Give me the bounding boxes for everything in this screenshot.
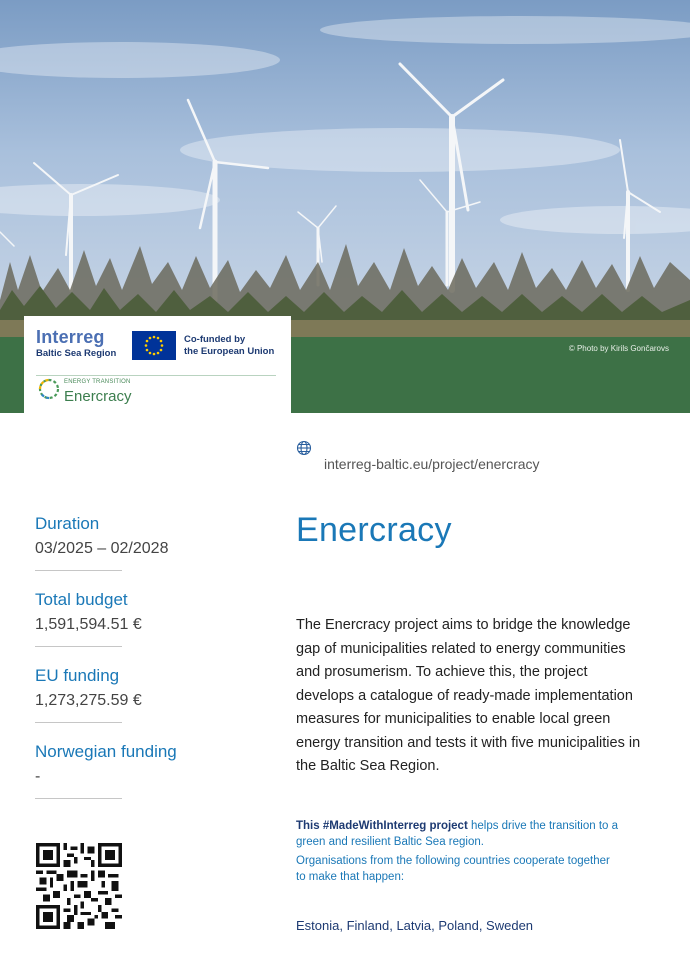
divider — [35, 798, 122, 799]
partner-countries: Estonia, Finland, Latvia, Poland, Sweden — [296, 918, 534, 933]
made-with-interreg-bold: This #MadeWithInterreg project — [296, 820, 468, 832]
made-with-interreg-statement — [296, 818, 636, 850]
duration-block — [35, 514, 235, 571]
norwegian-funding-block — [35, 742, 235, 799]
interreg-subtitle: Baltic Sea Region — [36, 348, 117, 359]
photo-credit: © Photo by Kirils Gončarovs — [568, 344, 669, 353]
norwegian-funding-value: - — [35, 768, 41, 785]
energy-transition-label: ENERGY TRANSITION — [64, 379, 131, 385]
budget-value: 1,591,594.51 € — [35, 616, 142, 633]
duration-label: Duration — [35, 514, 100, 533]
interreg-logo — [36, 328, 116, 359]
divider — [35, 646, 122, 647]
project-facts — [35, 514, 235, 818]
eu-funding-value: 1,273,275.59 € — [35, 692, 142, 709]
cofund-line-1: Co-funded by — [184, 334, 246, 345]
organisations-text: Organisations from the following countries cooperate together to make that happen: — [296, 855, 610, 883]
norwegian-funding-label: Norwegian funding — [35, 742, 177, 761]
interreg-wordmark: Interreg — [36, 327, 105, 347]
logo-panel — [24, 316, 291, 413]
eu-flag-icon — [132, 331, 176, 360]
project-website-link[interactable]: interreg-baltic.eu/project/enercracy — [324, 456, 540, 472]
cofund-line-2: the European Union — [184, 346, 275, 357]
eu-cofund-text — [184, 334, 274, 358]
duration-value: 03/2025 – 02/2028 — [35, 540, 169, 557]
made-with-interreg-rest: helps drive the transition to a green and resilient Baltic Sea region. — [296, 820, 619, 848]
logo-divider — [36, 375, 276, 376]
qr-code[interactable] — [36, 843, 122, 934]
eu-funding-block — [35, 666, 235, 723]
project-description: The Enercracy project aims to bridge the knowledge gap of municipalities related to energy communities and prosumerism. To achieve this, the project develops a catalogue of ready-made implementation measures for municipalities to enable local green energy transition and tests it with five municipalities in the Baltic Sea Region. — [296, 617, 641, 774]
divider — [35, 722, 122, 723]
budget-block — [35, 590, 235, 647]
globe-icon — [296, 440, 312, 461]
divider — [35, 570, 122, 571]
eu-funding-label: EU funding — [35, 666, 120, 685]
page-title: Enercracy — [296, 511, 452, 549]
budget-label: Total budget — [35, 590, 128, 609]
energy-transition-icon — [36, 376, 62, 407]
enercracy-logo-name: Enercracy — [64, 388, 132, 405]
